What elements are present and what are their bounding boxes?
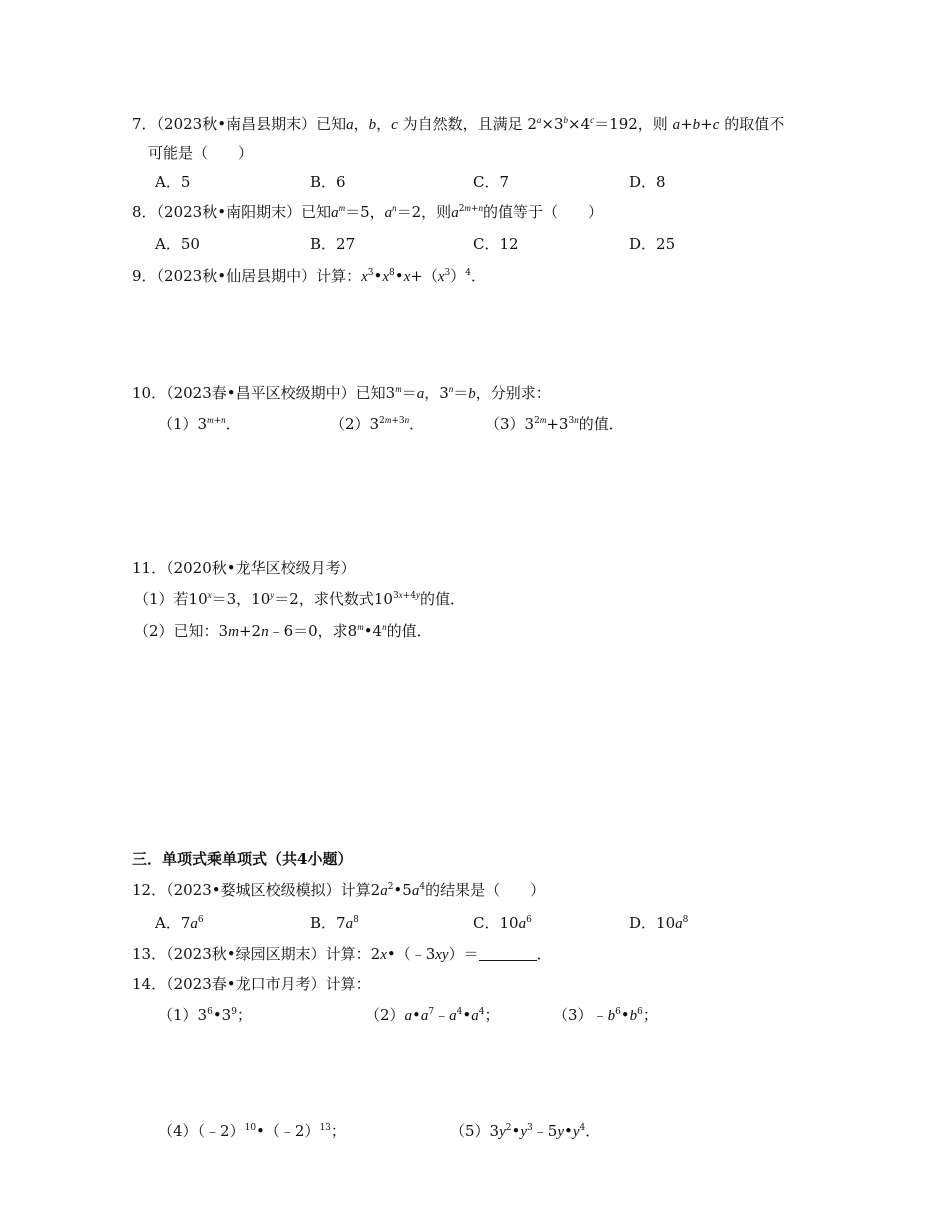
question-source: （2023秋•绿园区期末） bbox=[166, 945, 326, 963]
option-b: B．27 bbox=[310, 235, 356, 253]
question-text: 计算： bbox=[325, 945, 371, 963]
option-d: D．$10a^8$ bbox=[629, 914, 689, 932]
option-a: A．50 bbox=[155, 235, 200, 253]
part-label: （1）若 bbox=[134, 590, 189, 608]
question-text: 已知 bbox=[355, 384, 386, 402]
question-number: 14． bbox=[132, 975, 167, 993]
question-number: 8． bbox=[132, 203, 157, 221]
question-source: （2023秋•南昌县期末） bbox=[156, 115, 317, 133]
part-label: （2） bbox=[330, 415, 370, 433]
part-label: （5） bbox=[450, 1122, 490, 1140]
question-8: 8．（2023秋•南阳期末）已知$a^m=5$，$a^n=2$，则$a^{2m+n}$的值等于（ ） bbox=[132, 203, 603, 221]
question-source: （2020秋•龙华区校级月考） bbox=[166, 559, 356, 577]
option-label: B．7 bbox=[310, 914, 346, 932]
question-number: 13． bbox=[132, 945, 167, 963]
question-number: 11． bbox=[132, 559, 167, 577]
option-d: D．25 bbox=[629, 235, 676, 253]
part-label: （3） bbox=[553, 1006, 593, 1024]
question-text: 为自然数，且满足 bbox=[402, 115, 523, 133]
question-text: 计算 bbox=[340, 881, 371, 899]
option-label: C．10 bbox=[473, 914, 519, 932]
question-14-part-2: $(2)a•a^7﹣a^4•a^4$； bbox=[365, 1006, 500, 1024]
question-9: 9．（2023秋•仙居县期中）计算：$x^3•x^8•x+(x^3)^4$． bbox=[132, 267, 487, 285]
question-text: 计算： bbox=[325, 975, 371, 993]
question-11-part-2: （2）已知：3m+2n﹣6＝0，求8$^m$•4$^n$的值． bbox=[134, 622, 432, 640]
question-11-part-1: （1）若$10^x=3$，$10^y=2$，求代数式$10^{3x+4y}$的值． bbox=[134, 590, 465, 608]
option-a: A．$7a^6$ bbox=[155, 914, 204, 932]
question-source: （2023•婺城区校级模拟） bbox=[166, 881, 341, 899]
question-text: 的值． bbox=[578, 415, 624, 433]
question-text: ＝0，求 bbox=[293, 622, 348, 640]
question-13: 13．（2023秋•绿园区期末）计算：2x•（﹣3xy）＝ ． bbox=[132, 945, 552, 963]
question-number: 12． bbox=[132, 881, 167, 899]
question-text: 已知 bbox=[316, 115, 347, 133]
question-7-line2: 可能是（ ） bbox=[148, 144, 254, 162]
part-label: （2） bbox=[365, 1006, 405, 1024]
part-label: （4） bbox=[158, 1122, 198, 1140]
question-number: 9． bbox=[132, 267, 157, 285]
option-b: B．6 bbox=[310, 173, 346, 191]
question-14-part-1: $(1)3^6•3^9$； bbox=[158, 1006, 252, 1024]
option-a: A．5 bbox=[155, 173, 191, 191]
section-title: 三．单项式乘单项式（共4小题） bbox=[132, 850, 353, 868]
part-label: （1） bbox=[158, 415, 198, 433]
question-number: 7． bbox=[132, 115, 157, 133]
option-c: C．$10a^6$ bbox=[473, 914, 532, 932]
question-14-part-4: （4）（﹣2）$^{10}$•（﹣2）$^{13}$； bbox=[158, 1122, 346, 1140]
question-text: 的取值不 bbox=[724, 115, 785, 133]
part-label: （1） bbox=[158, 1006, 198, 1024]
question-text: 的结果是（ ） bbox=[425, 881, 546, 899]
part-label: （2）已知： bbox=[134, 622, 219, 640]
question-text: 的值． bbox=[419, 590, 465, 608]
question-text: ＝192，则 bbox=[594, 115, 668, 133]
question-10: 10．（2023春•昌平区校级期中）已知$3^m=a$，$3^n=b$，分别求： bbox=[132, 384, 551, 402]
question-10-part-2: $(2)3^{2m+3n}$． bbox=[330, 415, 425, 433]
question-source: （2023春•龙口市月考） bbox=[166, 975, 326, 993]
question-11 bbox=[132, 558, 356, 578]
part-label: （3） bbox=[485, 415, 525, 433]
question-text: 的值等于（ ） bbox=[482, 203, 603, 221]
question-text: 计算： bbox=[316, 267, 362, 285]
question-14 bbox=[132, 974, 371, 994]
question-10-part-1: $(1)3^{m+n}$． bbox=[158, 415, 241, 433]
option-c: C．7 bbox=[473, 173, 510, 191]
option-label: D．10 bbox=[629, 914, 676, 932]
question-text: 已知 bbox=[301, 203, 332, 221]
option-label: A．7 bbox=[155, 914, 191, 932]
question-number: 10． bbox=[132, 384, 167, 402]
question-text: ＝2，则 bbox=[396, 203, 452, 221]
question-source: （2023春•昌平区校级期中） bbox=[166, 384, 356, 402]
question-7: 7．（2023秋•南昌县期末）已知a，b，c 为自然数，且满足 $2^a\times 3^b\times 4^c=192$，则 a+b+c 的取值不 bbox=[132, 115, 785, 133]
question-10-part-3: $(3)3^{2m}+3^{3n}$的值． bbox=[485, 415, 624, 433]
question-text: 的值． bbox=[386, 622, 432, 640]
answer-blank[interactable] bbox=[479, 946, 537, 961]
question-14-part-3: $(3)﹣b^6•b^6$； bbox=[553, 1006, 658, 1024]
question-12: 12．（2023•婺城区校级模拟）计算$2a^2•5a^4$的结果是（ ） bbox=[132, 881, 546, 899]
question-text: ＝5， bbox=[345, 203, 385, 221]
option-d: D．8 bbox=[629, 173, 666, 191]
question-text: ，分别求： bbox=[475, 384, 551, 402]
question-source: （2023秋•仙居县期中） bbox=[156, 267, 317, 285]
question-14-part-5: $(5)3y^2•y^3﹣5y•y^4$． bbox=[450, 1122, 601, 1140]
option-c: C．12 bbox=[473, 235, 519, 253]
question-text: ，求代数式 bbox=[298, 590, 374, 608]
question-source: （2023秋•南阳期末） bbox=[156, 203, 302, 221]
option-b: B．$7a^8$ bbox=[310, 914, 359, 932]
question-text: ＝ bbox=[463, 945, 479, 963]
